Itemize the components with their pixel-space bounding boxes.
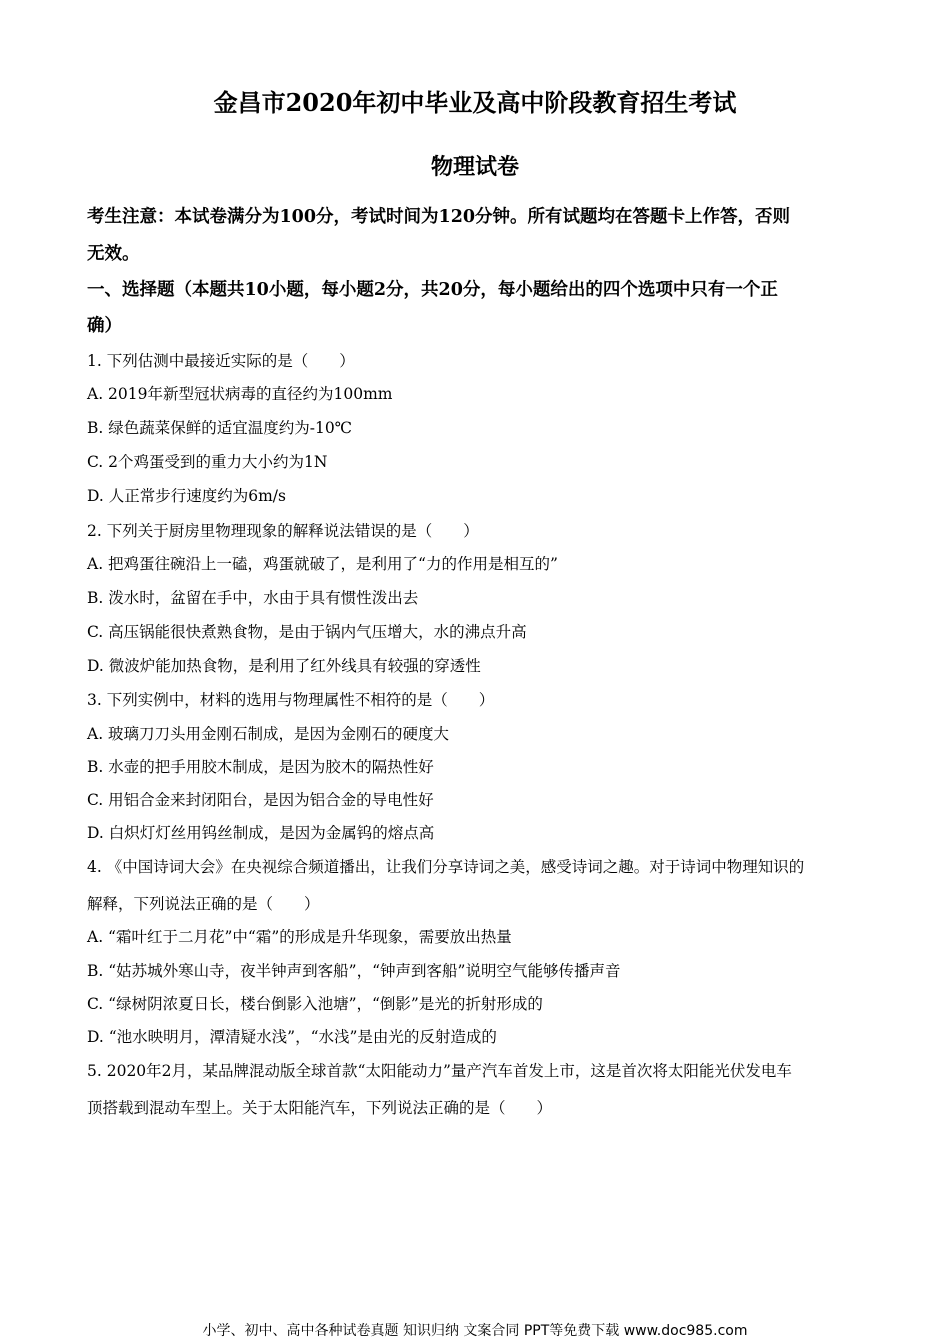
exam-title: 金昌市2020年初中毕业及高中阶段教育招生考试 bbox=[213, 88, 737, 117]
section-heading-line-2: 确） bbox=[87, 316, 122, 336]
question-5-stem-line-2: 顶搭载到混动车型上。关于太阳能汽车，下列说法正确的是（ ） bbox=[87, 1099, 553, 1117]
question-4-stem-line-2: 解释，下列说法正确的是（ ） bbox=[87, 895, 320, 913]
question-2-stem: 2. 下列关于厨房里物理现象的解释说法错误的是（ ） bbox=[87, 522, 479, 540]
question-3-option-b: B. 水壶的把手用胶木制成，是因为胶木的隔热性好 bbox=[87, 758, 434, 776]
question-1-option-a: A. 2019年新型冠状病毒的直径约为100mm bbox=[87, 385, 393, 403]
question-2-option-b: B. 泼水时，盆留在手中，水由于具有惯性泼出去 bbox=[87, 589, 419, 607]
question-2-option-a: A. 把鸡蛋往碗沿上一磕，鸡蛋就破了，是利用了“力的作用是相互的” bbox=[87, 555, 558, 573]
question-1-option-b: B. 绿色蔬菜保鲜的适宜温度约为-10℃ bbox=[87, 419, 353, 437]
notice-line-2: 无效。 bbox=[87, 244, 140, 264]
question-2-option-d: D. 微波炉能加热食物，是利用了红外线具有较强的穿透性 bbox=[87, 657, 481, 675]
question-4-stem-line-1: 4. 《中国诗词大会》在央视综合频道播出，让我们分享诗词之美，感受诗词之趣。对于诗词中物理知识的 bbox=[87, 858, 805, 876]
question-4-option-b: B. “姑苏城外寒山寺，夜半钟声到客船”，“钟声到客船”说明空气能够传播声音 bbox=[87, 962, 621, 980]
question-2-option-c: C. 高压锅能很快煮熟食物，是由于锅内气压增大，水的沸点升高 bbox=[87, 623, 527, 641]
question-4-option-c: C. “绿树阴浓夏日长，楼台倒影入池塘”，“倒影”是光的折射形成的 bbox=[87, 995, 543, 1013]
question-5-stem-line-1: 5. 2020年2月，某品牌混动版全球首款“太阳能动力”量产汽车首发上市，这是首次将太阳能光伏发电车 bbox=[87, 1062, 792, 1080]
notice-line-1: 考生注意：本试卷满分为100分，考试时间为120分钟。所有试题均在答题卡上作答，否则 bbox=[87, 207, 791, 227]
question-1-option-d: D. 人正常步行速度约为6m/s bbox=[87, 487, 286, 505]
question-1-stem: 1. 下列估测中最接近实际的是（ ） bbox=[87, 352, 355, 370]
question-3-option-a: A. 玻璃刀刀头用金刚石制成，是因为金刚石的硬度大 bbox=[87, 725, 450, 743]
exam-subject: 物理试卷 bbox=[430, 154, 519, 180]
question-3-option-d: D. 白炽灯灯丝用钨丝制成，是因为金属钨的熔点高 bbox=[87, 824, 435, 842]
question-4-option-a: A. “霜叶红于二月花”中“霜”的形成是升华现象，需要放出热量 bbox=[87, 928, 512, 946]
question-4-option-d: D. “池水映明月，潭清疑水浅”，“水浅”是由光的反射造成的 bbox=[87, 1028, 497, 1046]
footer-banner: 小学、初中、高中各种试卷真题 知识归纳 文案合同 PPT等免费下载 www.doc985.com bbox=[202, 1323, 748, 1339]
question-3-stem: 3. 下列实例中，材料的选用与物理属性不相符的是（ ） bbox=[87, 691, 495, 709]
question-1-option-c: C. 2个鸡蛋受到的重力大小约为1N bbox=[87, 453, 328, 471]
question-3-option-c: C. 用铝合金来封闭阳台，是因为铝合金的导电性好 bbox=[87, 791, 434, 809]
section-heading-line-1: 一、选择题（本题共10小题，每小题2分，共20分，每小题给出的四个选项中只有一个正 bbox=[87, 280, 778, 300]
